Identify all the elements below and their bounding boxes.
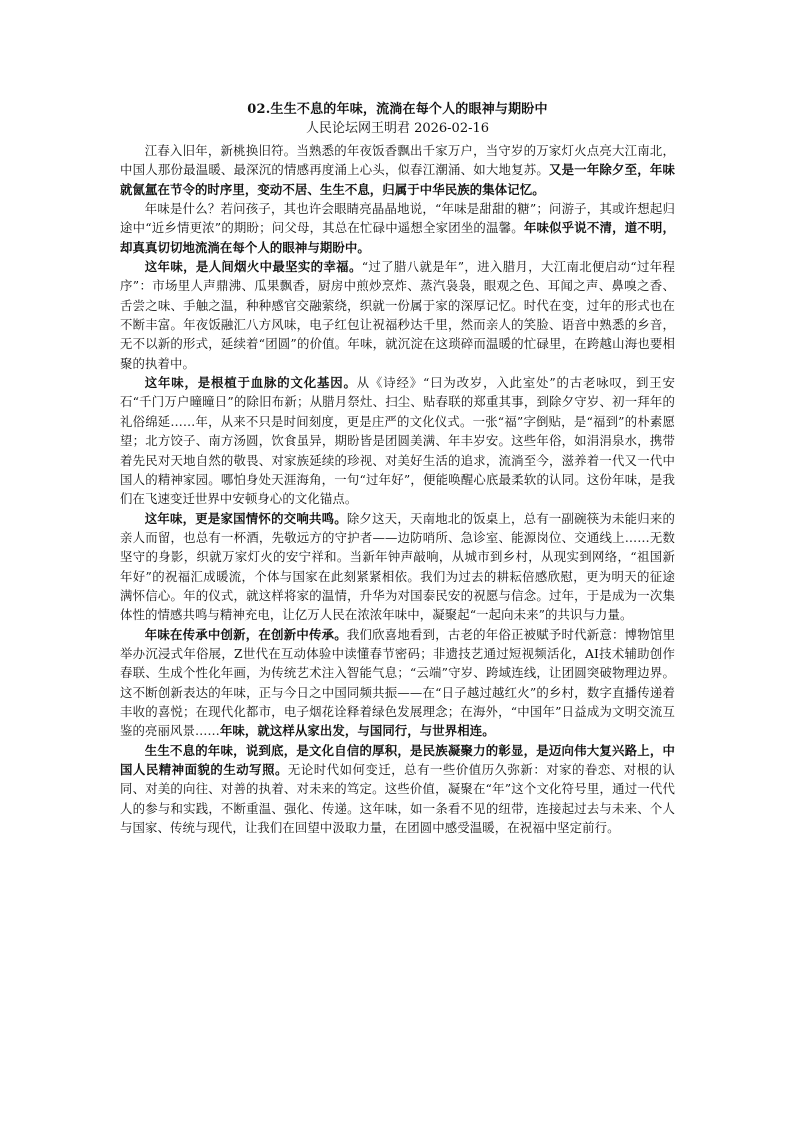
paragraph-text: 从《诗经》“曰为改岁，入此室处”的古老咏叹，到王安石“千门万户曈曈日”的除旧布新；从腊月祭灶、扫尘、贴春联的郑重其事，到除夕守岁、初一拜年的礼俗绵延……年，从来不只是时间刻度，更是庄严的文化仪式。一张“福”字倒贴，是“福到”的朴素愿望；北方饺子、南方汤圆，饮食虽异，期盼皆是团圆美满、年丰岁安。这些年俗，如涓涓泉水，携带着先民对天地自然的敬畏、对家族延续的珍视、对美好生活的追求，流淌至今，滋养着一代又一代中国人的精神家园。哪怕身处天涯海角，一句“过年好”，便能唤醒心底最柔软的认同。这份年味，是我们在飞速变迁世界中安顿身心的文化锚点。 [120,375,675,507]
paragraph-4 [120,373,675,508]
paragraph-5 [120,509,675,625]
paragraph-lead: 年味在传承中创新，在创新中传承。 [144,626,347,642]
paragraph-lead: 生生不息的年味，说到底，是文化自信的厚积，是民族凝聚力的彰显，是迈向伟大复兴路上，中国人民精神面貌的生动写照。 [120,742,675,777]
paragraph-lead: 这年味，是人间烟火中最坚实的幸福。 [144,259,362,275]
paragraph-lead: 这年味，是根植于血脉的文化基因。 [144,375,357,391]
paragraph-2 [120,199,675,257]
paragraph-emphasis: 年味似乎说不清，道不明，却真真切切地流淌在每个人的眼神与期盼中。 [120,220,676,255]
paragraph-text: 年味是什么？若问孩子，其也许会眼睛亮晶晶地说，“年味是甜甜的糖”；问游子，其或许想起归途中“近乡情更浓”的期盼；问父母，其总在忙碌中遥想全家团坐的温馨。 [120,201,675,236]
paragraph-7 [120,741,675,838]
paragraph-6 [120,625,675,741]
article-title: 02.生生不息的年味，流淌在每个人的眼神与期盼中 [247,102,548,117]
article-byline: 人民论坛网王明君 2026-02-16 [305,121,490,136]
paragraph-emphasis: 又是一年除夕至，年味就氤氲在节令的时序里，变动不居、生生不息，归属于中华民族的集体记忆。 [120,162,676,197]
paragraph-text: 除夕这天，天南地北的饭桌上，总有一副碗筷为未能归来的亲人而留，也总有一杯酒，先敬远方的守护者——边防哨所、急诊室、能源岗位、交通线上……无数坚守的身影，织就万家灯火的安宁祥和。当新年钟声敲响，从城市到乡村，从现实到网络，“祖国新年好”的祝福汇成暖流，个体与国家在此刻紧紧相依。我们为过去的耕耘倍感欣慰，更为明天的征途满怀信心。年的仪式，就这样将家的温情，升华为对国泰民安的祝愿与信念。过年，于是成为一次集体性的情感共鸣与精神充电，让亿万人民在浓浓年味中，凝聚起“一起向未来”的共识与力量。 [120,510,675,623]
paragraph-emphasis: 年味，就这样从家出发，与国同行，与世界相连。 [219,723,495,739]
paragraph-lead: 这年味，更是家国情怀的交响共鸣。 [144,510,347,526]
paragraph-3 [120,257,675,373]
paragraph-text: 我们欣喜地看到，古老的年俗正被赋予时代新意：博物馆里举办沉浸式年俗展，Z世代在互动体验中读懂春节密码；非遗技艺通过短视频活化，AI技术辅助创作春联、生成个性化年画，为传统艺术注入智能气息；“云端”守岁、跨域连线，让团圆突破物理边界。这不断创新表达的年味，正与今日之中国同频共振——在“日子越过越红火”的乡村，数字直播传递着丰收的喜悦；在现代化都市，电子烟花诠释着绿色发展理念；在海外，“中国年”日益成为文明交流互鉴的亮丽风景…… [120,626,675,739]
paragraph-text: 江春入旧年，新桃换旧符。当熟悉的年夜饭香飘出千家万户，当守岁的万家灯火点亮大江南北，中国人那份最温暖、最深沉的情感再度涌上心头，似春江潮涌、如大地复苏。 [120,143,675,178]
paragraph-text: 无论时代如何变迁，总有一些价值历久弥新：对家的眷恋、对根的认同、对美的向往、对善的执着、对未来的笃定。这些价值，凝聚在“年”这个文化符号里，通过一代代人的参与和实践，不断重温、强化、传递。这年味，如一条看不见的纽带，连接起过去与未来、个人与国家、传统与现代，让我们在回望中汲取力量，在团圆中感受温暖，在祝福中坚定前行。 [120,762,675,836]
paragraph-text: “过了腊八就是年”，进入腊月，大江南北便启动“过年程序”：市场里人声鼎沸、瓜果飘香，厨房中煎炒烹炸、蒸汽袅袅，眼观之色、耳闻之声、鼻嗅之香、舌尝之味、手触之温，种种感官交融萦绕，织就一份属于家的深厚记忆。时代在变，过年的形式也在不断丰富。年夜饭融汇八方风味，电子红包让祝福秒达千里，然而亲人的笑脸、语音中熟悉的乡音，无不以新的形式，延续着“团圆”的价值。年味，就沉淀在这琐碎而温暖的忙碌里，在跨越山海也要相聚的执着中。 [120,259,675,371]
article-body [120,100,675,837]
paragraph-1 [120,141,675,199]
